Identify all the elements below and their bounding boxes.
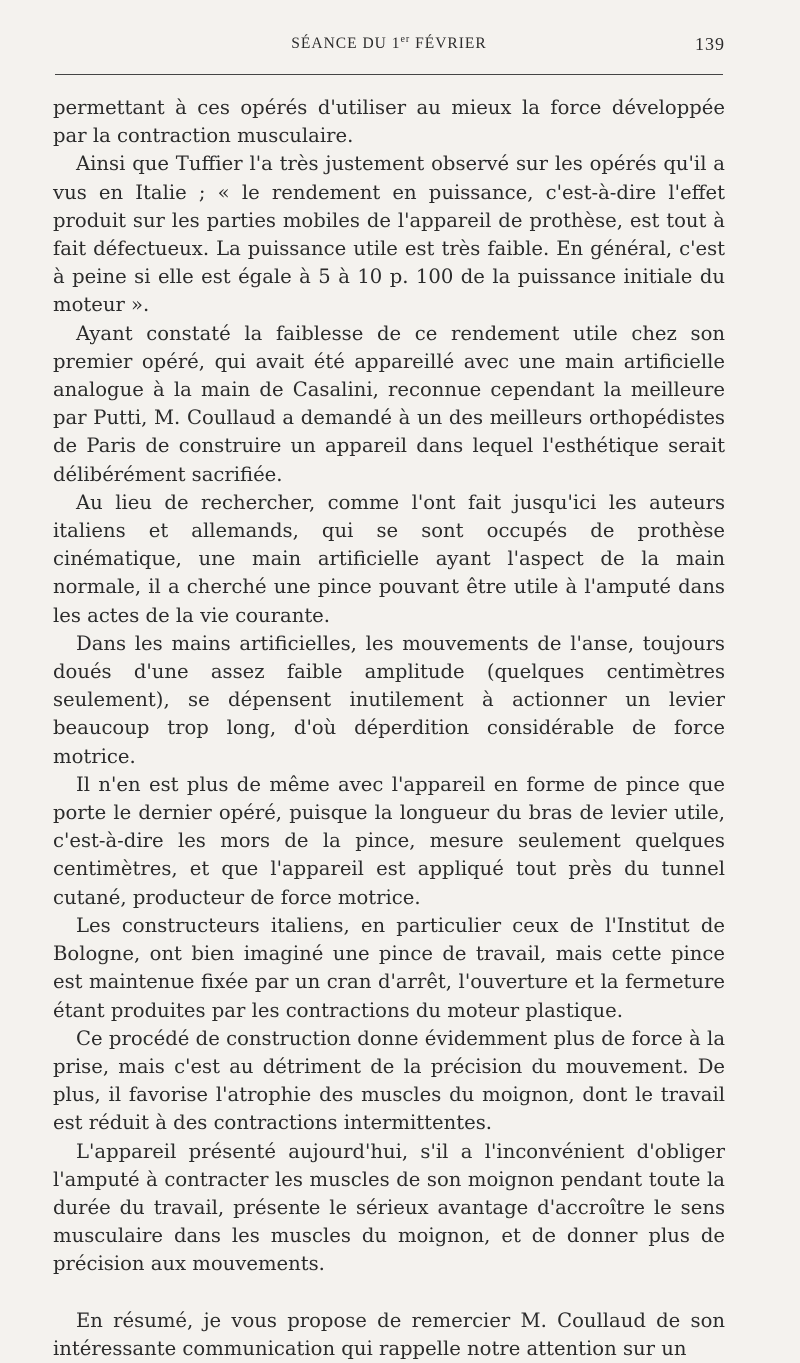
paragraph: L'appareil présenté aujourd'hui, s'il a l'inconvénient d'obliger l'amputé à contracter les muscles de son moignon pendant toute la durée du travail, présente le sérieux avantage d'accroître le sens musculaire dans les muscles du moignon, et de donner plus de précision aux mouvements. — [53, 1139, 725, 1276]
paragraph: Ayant constaté la faiblesse de ce rendement utile chez son premier opéré, qui avait été appareillé avec une main artificielle analogue à la main de Casalini, reconnue cependant la meilleure par Putti, M. Coullaud a demandé à un des meilleurs orthopédistes de Paris de construire un appareil dans lequel l'esthétique serait délibérément sacrifiée. — [53, 321, 725, 486]
header-rule — [55, 74, 723, 75]
paragraph: Ce procédé de construction donne évidemment plus de force à la prise, mais c'est au détriment de la précision du mouvement. De plus, il favorise l'atrophie des muscles du moignon, dont le travail est réduit à des contractions intermittentes. — [53, 1026, 725, 1135]
paragraph: Les constructeurs italiens, en particulier ceux de l'Institut de Bologne, ont bien imaginé une pince de travail, mais cette pince est maintenue fixée par un cran d'arrêt, l'ouverture et la fermeture étant produites par les contractions du moteur plastique. — [53, 913, 725, 1022]
running-title — [53, 34, 725, 53]
running-title-prefix: SÉANCE DU 1 — [291, 35, 401, 53]
paragraph-continuation: permettant à ces opérés d'utiliser au mieux la force développée par la contraction musculaire. — [53, 96, 725, 148]
paragraph: Il n'en est plus de même avec l'appareil en forme de pince que porte le dernier opéré, puisque la longueur du bras de levier utile, c'est-à-dire les mors de la pince, mesure seulement quelques centimètres, et que l'appareil est appliqué tout près du tunnel cutané, producteur de force motrice. — [53, 772, 725, 909]
body-text — [53, 94, 725, 1363]
paragraph: Dans les mains artificielles, les mouvements de l'anse, toujours doués d'une assez faible amplitude (quelques centimètres seulement), se dépensent inutilement à actionner un levier beaucoup trop long, d'où déperdition considérable de force motrice. — [53, 631, 725, 768]
paragraph: Au lieu de rechercher, comme l'ont fait jusqu'ici les auteurs italiens et allemands, qui se sont occupés de prothèse cinématique, une main artificielle ayant l'aspect de la main normale, il a cherché une pince pouvant être utile à l'amputé dans les actes de la vie courante. — [53, 490, 725, 627]
page-number: 139 — [695, 34, 725, 54]
running-title-superscript: er — [400, 34, 411, 45]
running-title-suffix: FÉVRIER — [410, 35, 487, 53]
page-header — [53, 34, 725, 60]
paragraph: Ainsi que Tuffier l'a très justement observé sur les opérés qu'il a vus en Italie ; « le rendement en puissance, c'est-à-dire l'effet produit sur les parties mobiles de l'appareil de prothèse, est tout à fait défectueux. La puissance utile est très faible. En général, c'est à peine si elle est égale à 5 à 10 p. 100 de la puissance initiale du moteur ». — [53, 152, 725, 317]
paragraph-conclusion: En résumé, je vous propose de remercier M. Coullaud de son intéressante communication qui rappelle notre attention sur un — [53, 1308, 725, 1360]
